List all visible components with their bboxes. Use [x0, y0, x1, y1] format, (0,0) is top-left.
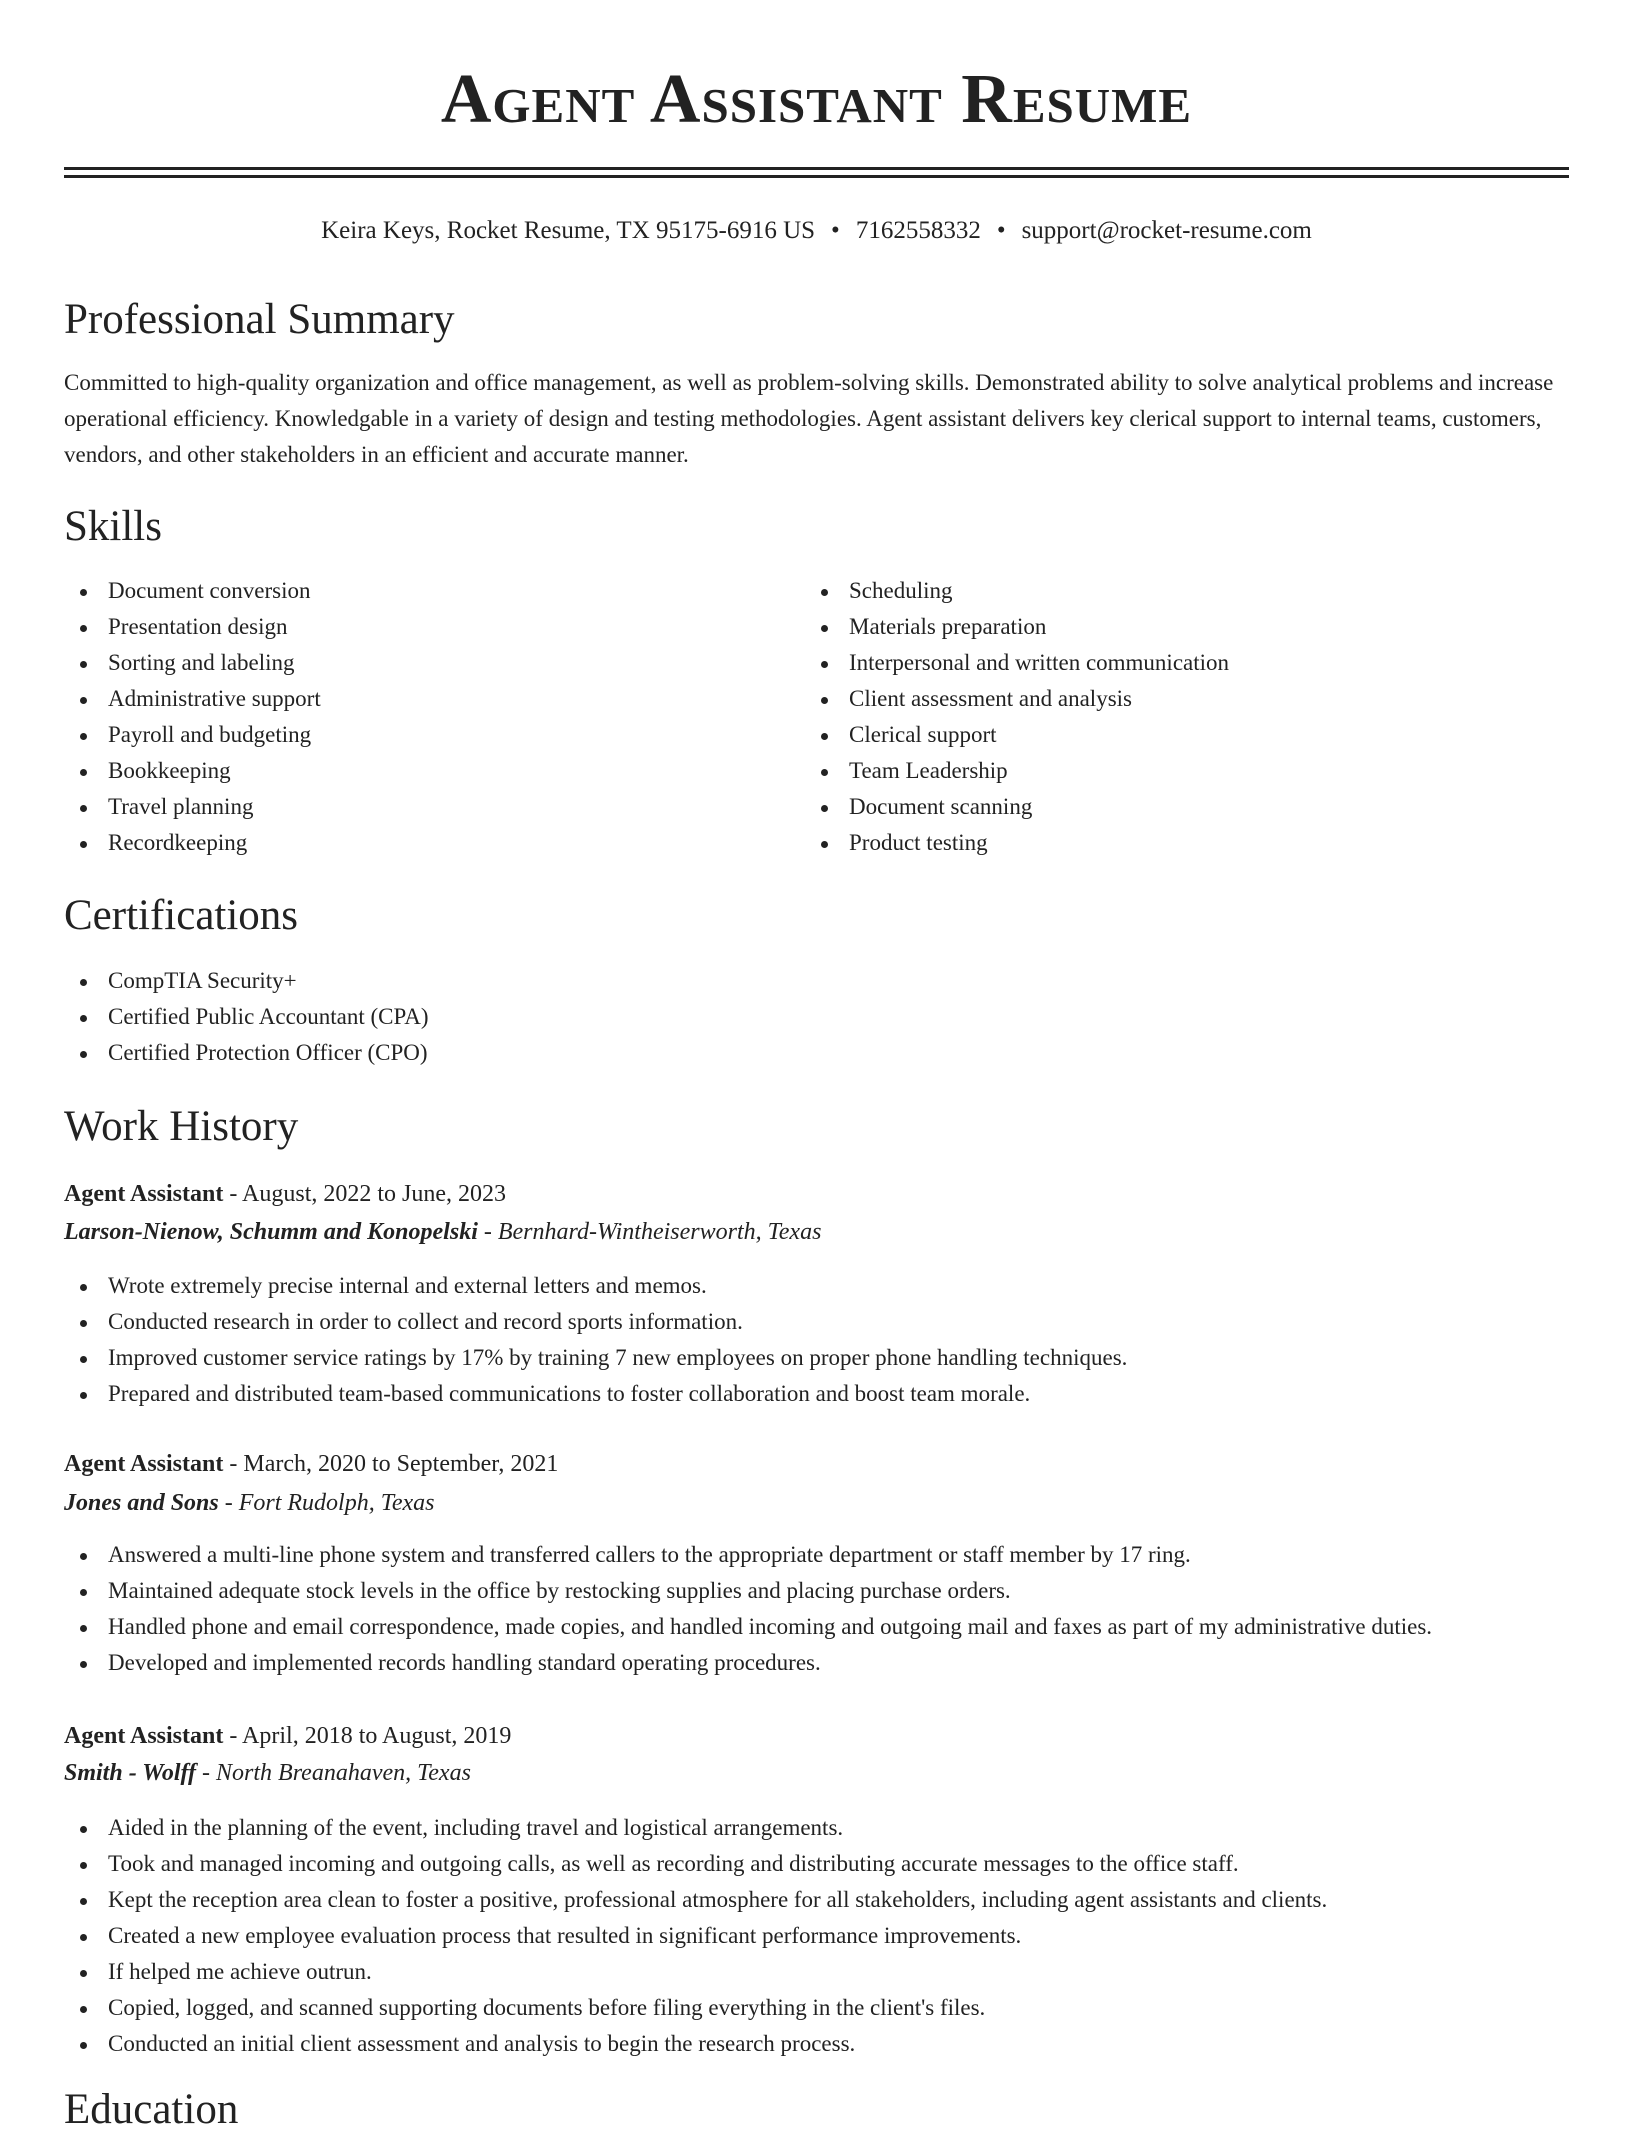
skill-item: Sorting and labeling: [64, 645, 764, 681]
skill-item: Recordkeeping: [64, 825, 764, 861]
job-company: Jones and Sons: [64, 1490, 219, 1516]
skills-list-left: [64, 573, 764, 861]
certifications-list: [64, 963, 1569, 1071]
skill-item: Document conversion: [64, 573, 764, 609]
job-dates: - April, 2018 to August, 2019: [223, 1723, 512, 1749]
contact-address: Keira Keys, Rocket Resume, TX 95175-6916 US: [321, 217, 816, 244]
job-duty: Handled phone and email correspondence, made copies, and handled incoming and outgoing mail and faxes as part of my administrative duties.: [64, 1609, 1569, 1645]
job-duty: If helped me achieve outrun.: [64, 1954, 1569, 1990]
job-duties-list: [64, 1537, 1569, 1681]
skill-item: Travel planning: [64, 789, 764, 825]
skill-item: Materials preparation: [805, 609, 1565, 645]
contact-phone: 7162558332: [855, 217, 981, 244]
job-title-line: [64, 1176, 506, 1212]
education-heading: Education: [64, 2086, 239, 2133]
job-duty: Conducted an initial client assessment and analysis to begin the research process.: [64, 2026, 1569, 2062]
job-duty: Conducted research in order to collect and record sports information.: [64, 1304, 1569, 1340]
job-duties-list: [64, 1268, 1569, 1412]
skill-item: Product testing: [805, 825, 1565, 861]
job-title-line: [64, 1718, 511, 1754]
summary-text: Committed to high-quality organization and office management, as well as problem-solving skills. Demonstrated ability to solve analytical problems and increase operational efficiency. Knowledgable in a variety of design and testing methodologies. Agent assistant delivers key clerical support to internal teams, customers, vendors, and other stakeholders in an efficient and accurate manner.: [64, 370, 1554, 467]
job-company-line: [64, 1485, 435, 1521]
skill-item: Administrative support: [64, 681, 764, 717]
job-duty: Took and managed incoming and outgoing calls, as well as recording and distributing accurate messages to the office staff.: [64, 1846, 1569, 1882]
job-role: Agent Assistant: [64, 1181, 224, 1207]
contact-email: support@rocket-resume.com: [1021, 217, 1312, 244]
job-location: - Bernhard-Wintheiserworth, Texas: [477, 1219, 822, 1245]
skill-item: Scheduling: [805, 573, 1565, 609]
job-duty: Created a new employee evaluation process that resulted in significant performance improvements.: [64, 1918, 1569, 1954]
certification-item: Certified Protection Officer (CPO): [64, 1035, 1569, 1071]
contact-separator: •: [831, 217, 840, 244]
skill-item: Team Leadership: [805, 753, 1565, 789]
job-dates: - August, 2022 to June, 2023: [223, 1181, 507, 1207]
job-company: Larson-Nienow, Schumm and Konopelski: [64, 1219, 478, 1245]
skill-item: Document scanning: [805, 789, 1565, 825]
skill-item: Bookkeeping: [64, 753, 764, 789]
contact-line: [64, 213, 1569, 249]
skills-list-right: [805, 573, 1565, 861]
resume-title: Agent Assistant Resume: [440, 61, 1193, 138]
skill-item: Payroll and budgeting: [64, 717, 764, 753]
work-history-heading: Work History: [64, 1103, 299, 1150]
job-dates: - March, 2020 to September, 2021: [223, 1451, 559, 1477]
skill-item: Interpersonal and written communication: [805, 645, 1565, 681]
resume-page: [64, 0, 1569, 2133]
job-duty: Developed and implemented records handling standard operating procedures.: [64, 1645, 1569, 1681]
skill-item: Clerical support: [805, 717, 1565, 753]
job-company-line: [64, 1755, 471, 1791]
skills-heading: Skills: [64, 503, 162, 550]
job-company: Smith - Wolff: [64, 1760, 197, 1786]
job-title-line: [64, 1446, 558, 1482]
job-duty: Answered a multi-line phone system and transferred callers to the appropriate department or staff member by 17 ring.: [64, 1537, 1569, 1573]
summary-heading: Professional Summary: [64, 296, 455, 343]
job-duty: Kept the reception area clean to foster a positive, professional atmosphere for all stakeholders, including agent assistants and clients.: [64, 1882, 1569, 1918]
certification-item: CompTIA Security+: [64, 963, 1569, 999]
job-duty: Prepared and distributed team-based communications to foster collaboration and boost team morale.: [64, 1376, 1569, 1412]
job-duty: Copied, logged, and scanned supporting documents before filing everything in the client's files.: [64, 1990, 1569, 2026]
skill-item: Presentation design: [64, 609, 764, 645]
job-role: Agent Assistant: [64, 1451, 224, 1477]
job-role: Agent Assistant: [64, 1723, 224, 1749]
job-company-line: [64, 1214, 821, 1250]
job-duty: Wrote extremely precise internal and external letters and memos.: [64, 1268, 1569, 1304]
title-divider-bottom: [64, 175, 1569, 178]
skill-item: Client assessment and analysis: [805, 681, 1565, 717]
job-duties-list: [64, 1810, 1569, 2062]
job-duty: Maintained adequate stock levels in the office by restocking supplies and placing purchase orders.: [64, 1573, 1569, 1609]
title-divider-top: [64, 167, 1569, 170]
job-duty: Aided in the planning of the event, including travel and logistical arrangements.: [64, 1810, 1569, 1846]
job-location: - Fort Rudolph, Texas: [218, 1490, 435, 1516]
job-duty: Improved customer service ratings by 17% by training 7 new employees on proper phone handling techniques.: [64, 1340, 1569, 1376]
certifications-heading: Certifications: [64, 892, 299, 939]
certification-item: Certified Public Accountant (CPA): [64, 999, 1569, 1035]
contact-separator: •: [996, 217, 1006, 244]
job-location: - North Breanahaven, Texas: [196, 1760, 471, 1786]
